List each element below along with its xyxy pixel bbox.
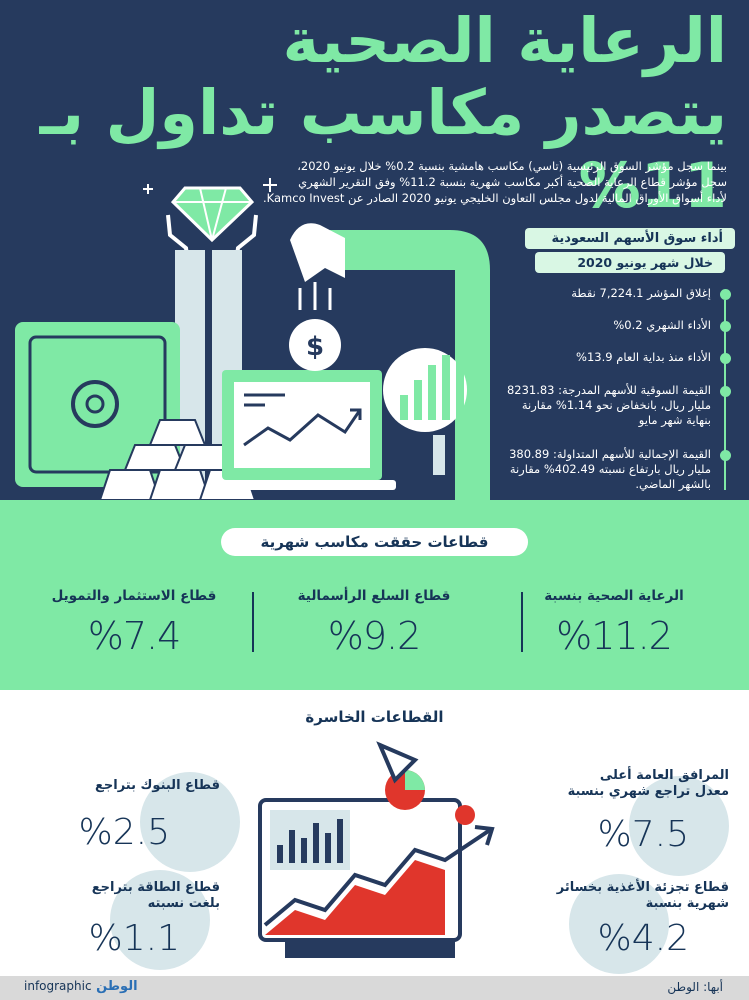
gain-item-investment bbox=[19, 588, 249, 658]
bullet-icon bbox=[720, 321, 731, 332]
stat-text: الأداء الشهري 0.2% bbox=[613, 318, 711, 332]
loss-label: قطاع البنوك بتراجع bbox=[95, 778, 220, 793]
stat-text: القيمة الإجمالية للأسهم المتداولة: 380.89 مليار ريال بارتفاع نسبته 402.49% مقارنة بالشهر الماضي. bbox=[509, 447, 711, 491]
bullet-icon bbox=[720, 450, 731, 461]
loss-item-utilities bbox=[539, 768, 729, 855]
brand-name: الوطن bbox=[96, 979, 138, 994]
coin-icon bbox=[289, 282, 341, 371]
loss-label: قطاع تجزئة الأغذية بخسائر bbox=[556, 880, 729, 895]
gain-value: %9.2 bbox=[327, 614, 421, 658]
stat-text: الأداء منذ بداية العام 13.9% bbox=[576, 350, 711, 364]
intro-line: بينما سجل مؤشر السوق الرئيسية (تاسي) مكاسب هامشية بنسبة 0.2% خلال يونيو 2020، bbox=[297, 159, 727, 173]
intro-line: سجل مؤشر قطاع الرعاية الصحية أكبر مكاسب شهرية بنسبة 11.2% وفق التقرير الشهري bbox=[298, 175, 727, 189]
finance-illustration bbox=[0, 170, 500, 500]
footer bbox=[0, 976, 749, 1000]
loss-label: قطاع الطاقة بتراجع bbox=[91, 880, 220, 895]
stat-text: القيمة السوقية للأسهم المدرجة: 8231.83 مليار ريال، بانخفاض نحو 1.14% مقارنة بنهاية شهر مايو bbox=[506, 383, 711, 427]
diamond-icon bbox=[173, 188, 252, 240]
loss-label: شهرية بنسبة bbox=[645, 896, 729, 911]
loss-value: %1.1 bbox=[88, 918, 180, 959]
loss-value: %4.2 bbox=[597, 918, 689, 959]
gains-section bbox=[0, 500, 749, 690]
gain-label: قطاع السلع الرأسمالية bbox=[297, 588, 451, 604]
headline-line-1: الرعاية الصحية bbox=[282, 4, 727, 77]
brand-tag: infographic bbox=[24, 979, 92, 993]
losses-heading: القطاعات الخاسرة bbox=[305, 708, 444, 726]
dot-shape bbox=[455, 805, 475, 825]
magnifier-icon bbox=[383, 348, 467, 475]
svg-text:$: $ bbox=[305, 332, 325, 362]
losses-illustration bbox=[255, 735, 510, 970]
brand-logo bbox=[18, 979, 138, 994]
market-performance-period: خلال شهر يونيو 2020 bbox=[535, 252, 725, 273]
bullet-icon bbox=[720, 289, 731, 300]
gain-label: قطاع الاستثمار والتمويل bbox=[51, 588, 217, 604]
loss-value: %7.5 bbox=[597, 814, 689, 855]
market-performance-heading: أداء سوق الأسهم السعودية bbox=[525, 228, 735, 249]
stat-text: إغلاق المؤشر 7,224.1 نقطة bbox=[571, 286, 711, 300]
headline-line-2: يتصدر مكاسب تداول بـ 11% bbox=[39, 76, 727, 222]
loss-item-banks bbox=[30, 778, 220, 853]
intro-line: لأداء أسواق الأوراق المالية لدول مجلس التعاون الخليجي يونيو 2020 الصادر عن Kamco Invest. bbox=[263, 191, 727, 205]
loss-item-food-retail bbox=[539, 880, 729, 959]
gain-value: %11.2 bbox=[556, 614, 672, 658]
loss-label: المرافق العامة أعلى bbox=[599, 768, 729, 783]
loss-item-energy bbox=[30, 880, 220, 959]
gain-item-capital-goods bbox=[259, 588, 489, 658]
laptop-icon bbox=[208, 370, 396, 490]
gain-label: الرعاية الصحية بنسبة bbox=[544, 588, 684, 604]
bullet-icon bbox=[720, 353, 731, 364]
bullet-icon bbox=[720, 386, 731, 397]
source-credit: أبها: الوطن bbox=[667, 980, 723, 994]
gains-heading: قطاعات حققت مكاسب شهرية bbox=[221, 528, 529, 556]
gain-item-healthcare bbox=[499, 588, 729, 658]
divider bbox=[252, 592, 254, 652]
divider bbox=[521, 592, 523, 652]
loss-value: %2.5 bbox=[78, 812, 170, 853]
loss-label: بلغت نسبته bbox=[147, 896, 220, 911]
loss-label: معدل تراجع شهري بنسبة bbox=[567, 784, 729, 799]
gain-value: %7.4 bbox=[87, 614, 181, 658]
